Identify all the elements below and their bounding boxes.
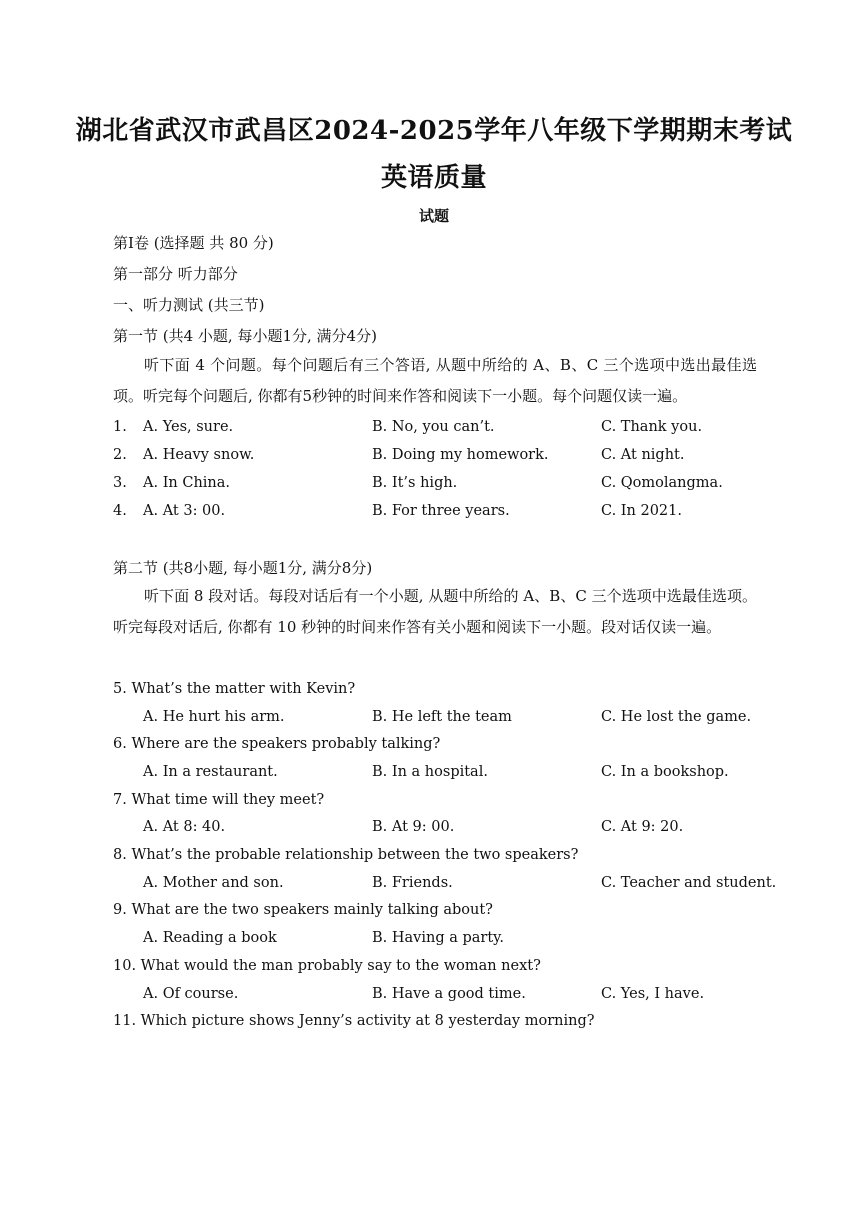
- option-c: C. Yes, I have.: [601, 986, 705, 1002]
- exam-subtitle: 试题: [418, 207, 449, 225]
- option-c: C. At 9: 20.: [601, 819, 684, 835]
- question-row: [113, 475, 773, 497]
- option-a: A. Yes, sure.: [143, 419, 234, 435]
- option-c: C. Thank you.: [601, 419, 703, 435]
- option-b: B. No, you can’t.: [372, 419, 495, 435]
- option-b: B. It’s high.: [372, 475, 458, 491]
- section-two-heading: 第二节 (共8小题, 每小题1分, 满分8分): [113, 559, 373, 577]
- question-text: 9. What are the two speakers mainly talking about?: [113, 902, 493, 918]
- option-b: B. Having a party.: [372, 930, 505, 946]
- option-b: B. For three years.: [372, 503, 510, 519]
- exam-title-line2: 英语质量: [380, 163, 487, 193]
- option-c: C. In a bookshop.: [601, 764, 729, 780]
- option-a: A. At 3: 00.: [143, 503, 226, 519]
- option-a: A. In a restaurant.: [143, 764, 278, 780]
- option-c: C. Teacher and student.: [601, 875, 777, 891]
- question-row: [113, 503, 773, 525]
- option-c: C. Qomolangma.: [601, 475, 723, 491]
- option-c: C. In 2021.: [601, 503, 682, 519]
- listening-part-heading: 第一部分 听力部分: [113, 265, 238, 283]
- answer-row: [113, 930, 773, 952]
- question-text: 5. What’s the matter with Kevin?: [113, 681, 356, 697]
- question-row: [113, 447, 773, 469]
- option-a: A. Of course.: [143, 986, 239, 1002]
- question-text: 10. What would the man probably say to the woman next?: [113, 958, 541, 974]
- answer-row: [113, 986, 773, 1008]
- section-one-heading: 第一节 (共4 小题, 每小题1分, 满分4分): [113, 327, 377, 345]
- listening-test-heading: 一、听力测试 (共三节): [113, 296, 265, 314]
- answer-row: [113, 764, 773, 786]
- exam-title-line1: 湖北省武汉市武昌区2024-2025学年八年级下学期期末考试: [75, 116, 793, 146]
- option-b: B. In a hospital.: [372, 764, 488, 780]
- question-text: 6. Where are the speakers probably talking?: [113, 736, 441, 752]
- question-text: 8. What’s the probable relationship between the two speakers?: [113, 847, 579, 863]
- option-a: A. At 8: 40.: [143, 819, 226, 835]
- question-number: 1.: [113, 419, 127, 435]
- section-one-instructions: 听下面 4 个问题。每个问题后有三个答语, 从题中所给的 A、B、C 三个选项中选出最佳选项。听完每个问题后, 你都有5秒钟的时间来作答和阅读下一小题。每个问题仅读一遍。: [113, 356, 757, 405]
- question-number: 4.: [113, 503, 127, 519]
- option-a: A. Heavy snow.: [143, 447, 255, 463]
- option-a: A. He hurt his arm.: [143, 709, 285, 725]
- option-a: A. Mother and son.: [143, 875, 284, 891]
- question-text: 7. What time will they meet?: [113, 792, 325, 808]
- option-c: C. At night.: [601, 447, 685, 463]
- section-two-instructions: 听下面 8 段对话。每段对话后有一个小题, 从题中所给的 A、B、C 三个选项中选最佳选项。听完每段对话后, 你都有 10 秒钟的时间来作答有关小题和阅读下一小题。段对话仅读一遍。: [113, 587, 757, 636]
- option-a: A. In China.: [143, 475, 231, 491]
- question-row: [113, 419, 773, 441]
- answer-row: [113, 709, 773, 731]
- option-b: B. At 9: 00.: [372, 819, 455, 835]
- option-b: B. Friends.: [372, 875, 453, 891]
- question-number: 2.: [113, 447, 127, 463]
- question-text: 11. Which picture shows Jenny’s activity at 8 yesterday morning?: [113, 1013, 595, 1029]
- option-b: B. He left the team: [372, 709, 512, 725]
- answer-row: [113, 819, 773, 841]
- answer-row: [113, 875, 777, 897]
- option-b: B. Have a good time.: [372, 986, 526, 1002]
- part-one-heading: 第I卷 (选择题 共 80 分): [113, 234, 274, 252]
- option-b: B. Doing my homework.: [372, 447, 549, 463]
- option-c: C. He lost the game.: [601, 709, 752, 725]
- option-a: A. Reading a book: [143, 930, 277, 946]
- question-number: 3.: [113, 475, 127, 491]
